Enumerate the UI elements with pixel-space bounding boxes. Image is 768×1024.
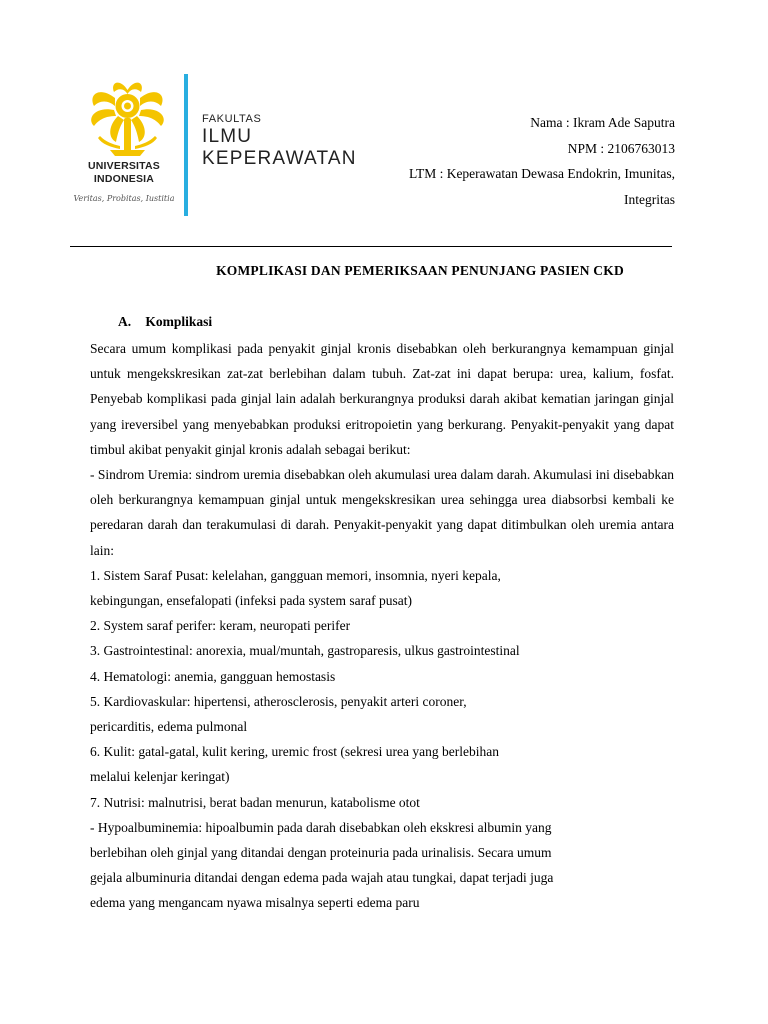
ltm-continuation: Integritas xyxy=(624,191,675,207)
document-title: KOMPLIKASI DAN PEMERIKSAAN PENUNJANG PASIEN CKD xyxy=(216,263,624,278)
list-line: 2. System saraf perifer: keram, neuropati perifer xyxy=(90,618,351,634)
document-body xyxy=(90,336,674,916)
list-line: melalui kelenjar keringat) xyxy=(90,769,230,785)
university-line-1: UNIVERSITAS xyxy=(87,160,160,172)
section-title: Komplikasi xyxy=(145,314,213,329)
university-line-2: INDONESIA xyxy=(93,173,155,185)
student-name: Nama : Ikram Ade Saputra xyxy=(530,115,675,130)
section-number: A. xyxy=(118,314,132,329)
faculty-line-2: ILMU xyxy=(202,126,253,147)
list-line: edema yang mengancam nyawa misalnya seperti edema paru xyxy=(90,895,420,911)
university-motto: Veritas, Probitas, Iustitia xyxy=(73,194,175,203)
logo-divider xyxy=(184,74,188,216)
list-line: - Hypoalbuminemia: hipoalbumin pada darah disebabkan oleh ekskresi albumin yang xyxy=(90,819,552,835)
faculty-wordmark xyxy=(202,112,357,170)
uremia-paragraph: - Sindrom Uremia: sindrom uremia disebabkan oleh akumulasi urea dalam darah. Akumulasi ini disebabkan oleh berkurangnya kemampuan ginjal untuk mengekskresikan urea sehingga urea diabsorbsi kembali ke peredaran darah dan terakumulasi di darah. Penyakit-penyakit yang dapat ditimbulkan oleh uremia antara lain: xyxy=(90,467,674,558)
section-heading xyxy=(118,314,212,330)
list-line: 6. Kulit: gatal-gatal, kulit kering, uremic frost (sekresi urea yang berlebihan xyxy=(90,744,499,760)
list-line: 1. Sistem Saraf Pusat: kelelahan, gangguan memori, insomnia, nyeri kepala, xyxy=(90,567,501,583)
list-line: berlebihan oleh ginjal yang ditandai dengan proteinuria pada urinalisis. Secara umum xyxy=(90,845,552,861)
list-line: pericarditis, edema pulmonal xyxy=(90,719,248,735)
ltm-label: LTM : Keperawatan Dewasa Endokrin, Imunitas, xyxy=(408,166,675,181)
list-line: gejala albuminuria ditandai dengan edema pada wajah atau tungkai, dapat terjadi juga xyxy=(90,870,554,886)
list-line: 3. Gastrointestinal: anorexia, mual/muntah, gastroparesis, ulkus gastrointestinal xyxy=(90,643,520,659)
complication-list xyxy=(90,563,674,916)
list-line: kebingungan, ensefalopati (infeksi pada system saraf pusat) xyxy=(90,593,413,609)
list-line: 4. Hematologi: anemia, gangguan hemostasis xyxy=(90,668,336,684)
faculty-line-3: KEPERAWATAN xyxy=(202,148,357,169)
header-divider-line xyxy=(70,246,672,247)
faculty-line-1: FAKULTAS xyxy=(202,113,262,125)
university-wordmark xyxy=(72,160,176,203)
university-seal-icon xyxy=(80,76,175,158)
list-line: 7. Nutrisi: malnutrisi, berat badan menurun, katabolisme otot xyxy=(90,794,420,810)
student-npm: NPM : 2106763013 xyxy=(567,140,675,156)
student-identity xyxy=(409,110,675,212)
list-line: 5. Kardiovaskular: hipertensi, atherosclerosis, penyakit arteri coroner, xyxy=(90,693,467,709)
intro-paragraph: Secara umum komplikasi pada penyakit ginjal kronis disebabkan oleh berkurangnya kemampuan ginjal untuk mengekskresikan zat-zat berlebihan dalam tubuh. Zat-zat ini dapat berupa: urea, kalium, fosfat. Penyebab komplikasi pada ginjal lain adalah berkurangnya produksi darah akibat kematian jaringan ginjal yang ireversibel yang menyebabkan produksi eritropoietin yang berkurang. Penyakit-penyakit yang dapat timbul akibat penyakit ginjal kronis adalah sebagai berikut: xyxy=(90,341,674,457)
